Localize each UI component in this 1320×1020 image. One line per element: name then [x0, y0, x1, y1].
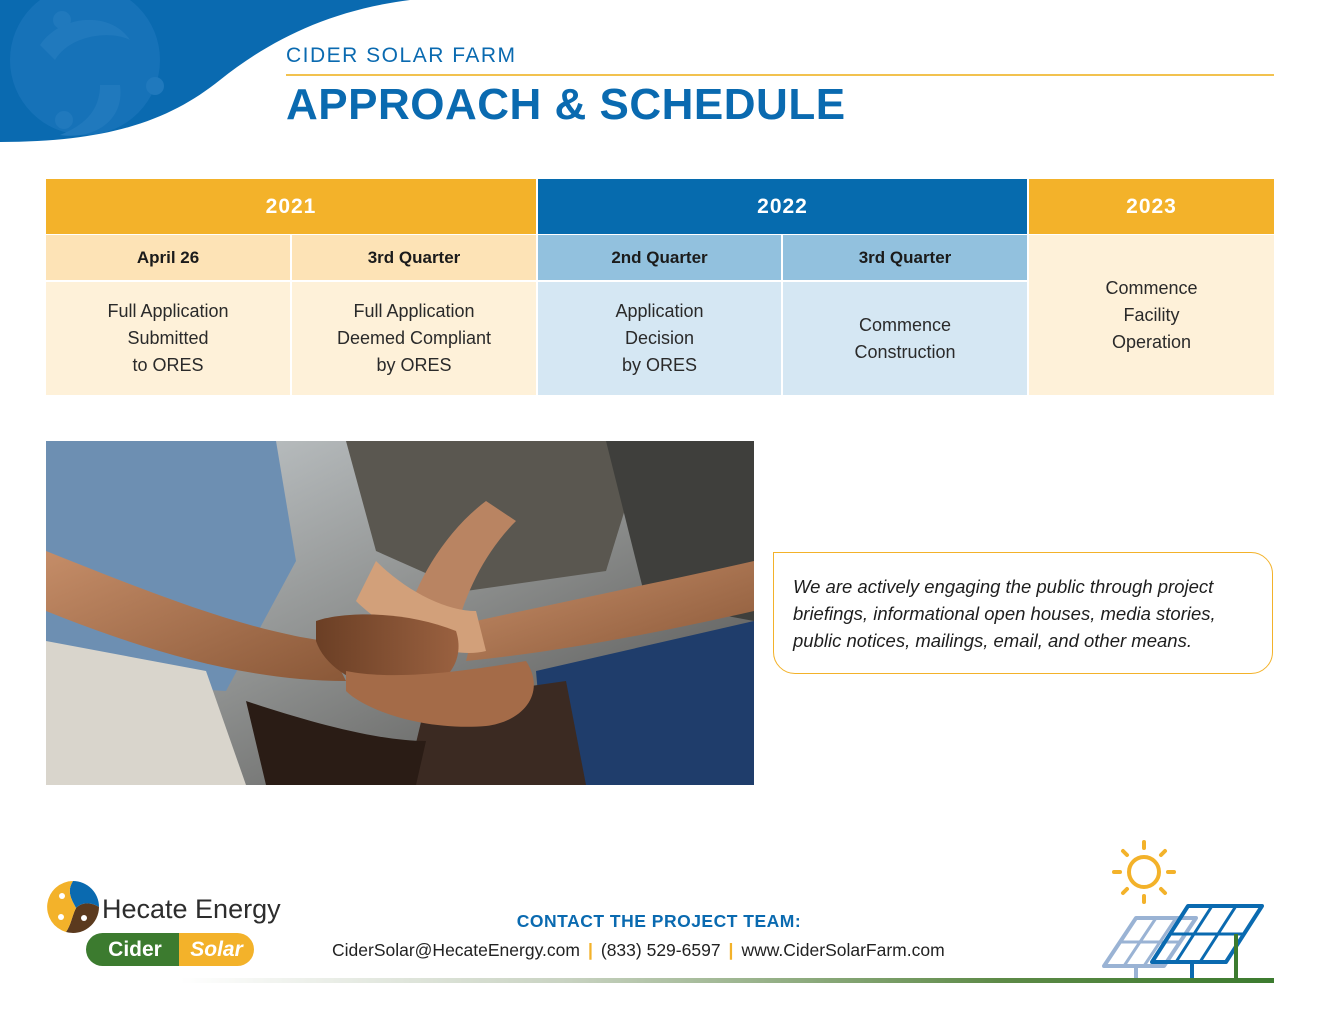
period-2022-q3: 3rd Quarter — [783, 235, 1027, 280]
schedule-table — [46, 179, 1274, 395]
contact-phone[interactable]: (833) 529-6597 — [600, 940, 721, 960]
team-hands-photo — [46, 441, 754, 785]
milestone-commence-construction: Commence Construction — [783, 282, 1027, 395]
contact-heading: CONTACT THE PROJECT TEAM: — [516, 911, 802, 931]
milestone-application-decision: Application Decision by ORES — [538, 282, 781, 395]
period-2021-q3: 3rd Quarter — [292, 235, 536, 280]
year-header-2023: 2023 — [1029, 179, 1274, 234]
sun-icon — [1114, 842, 1174, 902]
period-2022-q2: 2nd Quarter — [538, 235, 781, 280]
engagement-text: We are actively engaging the public through project briefings, informational open houses, media stories, public notices, mailings, email, and other means. — [793, 576, 1216, 651]
hecate-cider-logo — [46, 880, 296, 970]
page-title: APPROACH & SCHEDULE — [286, 80, 846, 129]
title-divider — [286, 74, 1274, 76]
contact-website[interactable]: www.CiderSolarFarm.com — [741, 940, 945, 960]
hecate-swirl-icon — [46, 880, 100, 934]
separator: | — [728, 940, 734, 960]
contact-details — [332, 940, 945, 961]
milestone-application-submitted: Full Application Submitted to ORES — [46, 282, 290, 395]
period-april-26: April 26 — [46, 235, 290, 280]
solar-farm-graphic — [1096, 836, 1276, 982]
year-header-2021: 2021 — [46, 179, 536, 234]
solar-panel-icon — [1104, 906, 1262, 978]
separator: | — [587, 940, 593, 960]
contact-email[interactable]: CiderSolar@HecateEnergy.com — [332, 940, 580, 960]
project-name-solar: Solar — [179, 933, 254, 966]
milestone-deemed-compliant: Full Application Deemed Compliant by ORES — [292, 282, 536, 395]
year-header-2022: 2022 — [538, 179, 1027, 234]
project-name-cider: Cider — [86, 933, 184, 966]
milestone-commence-operation: Commence Facility Operation — [1029, 235, 1274, 395]
company-name: Hecate Energy — [102, 894, 281, 924]
engagement-callout — [773, 552, 1273, 674]
page-supertitle: CIDER SOLAR FARM — [286, 44, 517, 67]
